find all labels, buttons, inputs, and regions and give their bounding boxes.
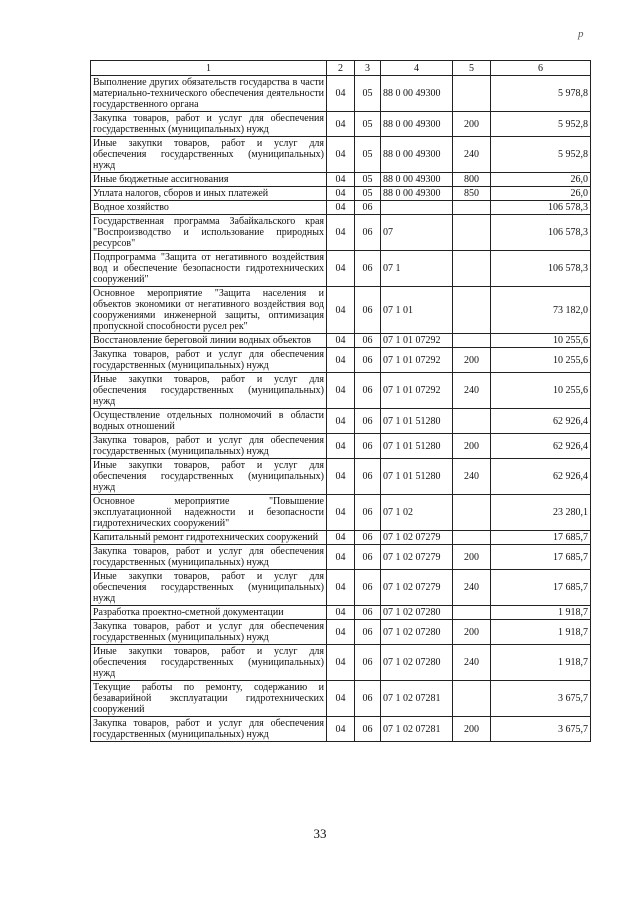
- row-name: Закупка товаров, работ и услуг для обеспечения государственных (муниципальных) нужд: [91, 545, 327, 570]
- row-target-code: 07 1 01 07292: [381, 373, 453, 409]
- row-name: Закупка товаров, работ и услуг для обеспечения государственных (муниципальных) нужд: [91, 434, 327, 459]
- row-section: 04: [327, 570, 355, 606]
- row-expense-type: 200: [453, 434, 491, 459]
- row-subsection: 05: [355, 112, 381, 137]
- row-section: 04: [327, 373, 355, 409]
- table-row: [91, 137, 591, 173]
- table-row: [91, 201, 591, 215]
- row-target-code: 07: [381, 215, 453, 251]
- table-row: [91, 187, 591, 201]
- row-target-code: 07 1 01 51280: [381, 409, 453, 434]
- row-amount: 17 685,7: [491, 545, 591, 570]
- row-name: Закупка товаров, работ и услуг для обеспечения государственных (муниципальных) нужд: [91, 620, 327, 645]
- table-row: [91, 409, 591, 434]
- row-expense-type: [453, 334, 491, 348]
- row-section: 04: [327, 531, 355, 545]
- row-subsection: 06: [355, 373, 381, 409]
- row-target-code: 07 1 01 51280: [381, 434, 453, 459]
- row-subsection: 05: [355, 187, 381, 201]
- row-expense-type: [453, 531, 491, 545]
- table-row: [91, 645, 591, 681]
- table-row: [91, 495, 591, 531]
- row-amount: 62 926,4: [491, 434, 591, 459]
- row-amount: 73 182,0: [491, 287, 591, 334]
- row-subsection: 06: [355, 545, 381, 570]
- row-subsection: 06: [355, 201, 381, 215]
- row-expense-type: 200: [453, 717, 491, 742]
- row-subsection: 06: [355, 645, 381, 681]
- row-expense-type: 850: [453, 187, 491, 201]
- row-target-code: 88 0 00 49300: [381, 187, 453, 201]
- row-amount: 23 280,1: [491, 495, 591, 531]
- header-row: [91, 61, 591, 76]
- row-section: 04: [327, 76, 355, 112]
- table-row: [91, 373, 591, 409]
- row-expense-type: [453, 495, 491, 531]
- row-name: Восстановление береговой линии водных объектов: [91, 334, 327, 348]
- row-expense-type: 800: [453, 173, 491, 187]
- row-amount: 3 675,7: [491, 717, 591, 742]
- row-section: 04: [327, 717, 355, 742]
- row-name: Закупка товаров, работ и услуг для обеспечения государственных (муниципальных) нужд: [91, 112, 327, 137]
- row-section: 04: [327, 287, 355, 334]
- table-row: [91, 606, 591, 620]
- row-amount: 5 952,8: [491, 137, 591, 173]
- row-amount: 10 255,6: [491, 348, 591, 373]
- row-amount: 1 918,7: [491, 645, 591, 681]
- row-expense-type: 240: [453, 137, 491, 173]
- row-amount: 17 685,7: [491, 531, 591, 545]
- row-amount: 5 978,8: [491, 76, 591, 112]
- row-target-code: 07 1 01 51280: [381, 459, 453, 495]
- table-row: [91, 348, 591, 373]
- row-section: 04: [327, 334, 355, 348]
- row-amount: 62 926,4: [491, 459, 591, 495]
- row-amount: 1 918,7: [491, 620, 591, 645]
- row-expense-type: [453, 681, 491, 717]
- row-section: 04: [327, 620, 355, 645]
- row-expense-type: 200: [453, 545, 491, 570]
- row-section: 04: [327, 434, 355, 459]
- table-row: [91, 620, 591, 645]
- table-row: [91, 287, 591, 334]
- header-col-3: 3: [355, 61, 381, 76]
- row-subsection: 06: [355, 531, 381, 545]
- row-section: 04: [327, 409, 355, 434]
- row-subsection: 05: [355, 137, 381, 173]
- row-name: Закупка товаров, работ и услуг для обеспечения государственных (муниципальных) нужд: [91, 348, 327, 373]
- row-name: Капитальный ремонт гидротехнических сооружений: [91, 531, 327, 545]
- page-number: 33: [313, 826, 327, 841]
- budget-table: [90, 60, 591, 742]
- header-col-6: 6: [491, 61, 591, 76]
- row-subsection: 06: [355, 717, 381, 742]
- row-target-code: 07 1 02 07280: [381, 620, 453, 645]
- row-expense-type: 240: [453, 645, 491, 681]
- row-subsection: 06: [355, 434, 381, 459]
- row-subsection: 06: [355, 348, 381, 373]
- row-subsection: 06: [355, 606, 381, 620]
- row-target-code: 07 1 02: [381, 495, 453, 531]
- row-expense-type: 240: [453, 459, 491, 495]
- row-name: Текущие работы по ремонту, содержанию и безаварийной эксплуатации гидротехнических сооружений: [91, 681, 327, 717]
- row-expense-type: 200: [453, 348, 491, 373]
- header-col-2: 2: [327, 61, 355, 76]
- row-target-code: 07 1 01 07292: [381, 334, 453, 348]
- row-section: 04: [327, 173, 355, 187]
- row-subsection: 06: [355, 459, 381, 495]
- row-target-code: 07 1 02 07280: [381, 606, 453, 620]
- row-expense-type: [453, 201, 491, 215]
- row-target-code: 88 0 00 49300: [381, 173, 453, 187]
- row-target-code: 07 1 01 07292: [381, 348, 453, 373]
- row-target-code: 07 1 02 07279: [381, 570, 453, 606]
- row-amount: 10 255,6: [491, 334, 591, 348]
- row-target-code: 07 1 01: [381, 287, 453, 334]
- table-row: [91, 112, 591, 137]
- row-section: 04: [327, 681, 355, 717]
- row-amount: 62 926,4: [491, 409, 591, 434]
- row-amount: 26,0: [491, 187, 591, 201]
- row-target-code: 07 1 02 07280: [381, 645, 453, 681]
- row-name: Иные закупки товаров, работ и услуг для обеспечения государственных (муниципальных) нужд: [91, 459, 327, 495]
- row-subsection: 06: [355, 287, 381, 334]
- row-subsection: 06: [355, 681, 381, 717]
- table-row: [91, 545, 591, 570]
- row-amount: 3 675,7: [491, 681, 591, 717]
- row-name: Иные бюджетные ассигнования: [91, 173, 327, 187]
- table-row: [91, 531, 591, 545]
- row-target-code: 07 1 02 07281: [381, 681, 453, 717]
- row-subsection: 06: [355, 251, 381, 287]
- row-name: Государственная программа Забайкальского края "Воспроизводство и использование природных ресурсов": [91, 215, 327, 251]
- row-amount: 17 685,7: [491, 570, 591, 606]
- row-expense-type: [453, 76, 491, 112]
- row-subsection: 05: [355, 76, 381, 112]
- row-section: 04: [327, 201, 355, 215]
- row-name: Уплата налогов, сборов и иных платежей: [91, 187, 327, 201]
- row-name: Иные закупки товаров, работ и услуг для обеспечения государственных (муниципальных) нужд: [91, 373, 327, 409]
- row-target-code: 07 1 02 07279: [381, 545, 453, 570]
- table-header: [91, 61, 591, 76]
- row-name: Закупка товаров, работ и услуг для обеспечения государственных (муниципальных) нужд: [91, 717, 327, 742]
- row-target-code: 07 1 02 07281: [381, 717, 453, 742]
- row-section: 04: [327, 459, 355, 495]
- row-expense-type: [453, 215, 491, 251]
- table-row: [91, 434, 591, 459]
- header-col-4: 4: [381, 61, 453, 76]
- row-expense-type: [453, 606, 491, 620]
- table-row: [91, 251, 591, 287]
- row-subsection: 05: [355, 173, 381, 187]
- row-expense-type: 200: [453, 620, 491, 645]
- row-amount: 5 952,8: [491, 112, 591, 137]
- row-name: Разработка проектно-сметной документации: [91, 606, 327, 620]
- table-row: [91, 681, 591, 717]
- row-target-code: 07 1: [381, 251, 453, 287]
- row-expense-type: [453, 287, 491, 334]
- row-subsection: 06: [355, 620, 381, 645]
- row-name: Выполнение других обязательств государства в части материально-технического обеспечения деятельности государственного органа: [91, 76, 327, 112]
- row-target-code: 88 0 00 49300: [381, 112, 453, 137]
- row-amount: 26,0: [491, 173, 591, 187]
- row-amount: 1 918,7: [491, 606, 591, 620]
- row-target-code: [381, 201, 453, 215]
- row-subsection: 06: [355, 570, 381, 606]
- row-section: 04: [327, 545, 355, 570]
- row-expense-type: 200: [453, 112, 491, 137]
- row-section: 04: [327, 348, 355, 373]
- row-section: 04: [327, 187, 355, 201]
- table-row: [91, 459, 591, 495]
- row-section: 04: [327, 606, 355, 620]
- row-section: 04: [327, 137, 355, 173]
- header-col-1: 1: [91, 61, 327, 76]
- row-name: Основное мероприятие "Защита населения и объектов экономики от негативного воздействия вод сооружениями инженерной защиты, оптимизация пропускной способности русел рек": [91, 287, 327, 334]
- table-row: [91, 717, 591, 742]
- row-section: 04: [327, 215, 355, 251]
- row-amount: 106 578,3: [491, 251, 591, 287]
- row-amount: 10 255,6: [491, 373, 591, 409]
- row-name: Осуществление отдельных полномочий в области водных отношений: [91, 409, 327, 434]
- row-amount: 106 578,3: [491, 215, 591, 251]
- table-row: [91, 76, 591, 112]
- row-name: Подпрограмма "Защита от негативного воздействия вод и обеспечение безопасности гидротехнических сооружений": [91, 251, 327, 287]
- row-expense-type: 240: [453, 373, 491, 409]
- row-expense-type: [453, 409, 491, 434]
- table-row: [91, 173, 591, 187]
- row-expense-type: 240: [453, 570, 491, 606]
- row-subsection: 06: [355, 215, 381, 251]
- row-section: 04: [327, 112, 355, 137]
- row-target-code: 07 1 02 07279: [381, 531, 453, 545]
- row-name: Водное хозяйство: [91, 201, 327, 215]
- row-target-code: 88 0 00 49300: [381, 137, 453, 173]
- row-subsection: 06: [355, 409, 381, 434]
- row-target-code: 88 0 00 49300: [381, 76, 453, 112]
- table-row: [91, 215, 591, 251]
- row-section: 04: [327, 495, 355, 531]
- row-subsection: 06: [355, 334, 381, 348]
- corner-mark: р: [578, 28, 584, 40]
- table-row: [91, 570, 591, 606]
- row-name: Иные закупки товаров, работ и услуг для обеспечения государственных (муниципальных) нужд: [91, 137, 327, 173]
- row-section: 04: [327, 251, 355, 287]
- row-expense-type: [453, 251, 491, 287]
- row-name: Основное мероприятие "Повышение эксплуатационной надежности и безопасности гидротехнических сооружений": [91, 495, 327, 531]
- row-subsection: 06: [355, 495, 381, 531]
- row-section: 04: [327, 645, 355, 681]
- row-name: Иные закупки товаров, работ и услуг для обеспечения государственных (муниципальных) нужд: [91, 570, 327, 606]
- row-name: Иные закупки товаров, работ и услуг для обеспечения государственных (муниципальных) нужд: [91, 645, 327, 681]
- table-body: [91, 76, 591, 742]
- row-amount: 106 578,3: [491, 201, 591, 215]
- header-col-5: 5: [453, 61, 491, 76]
- table-row: [91, 334, 591, 348]
